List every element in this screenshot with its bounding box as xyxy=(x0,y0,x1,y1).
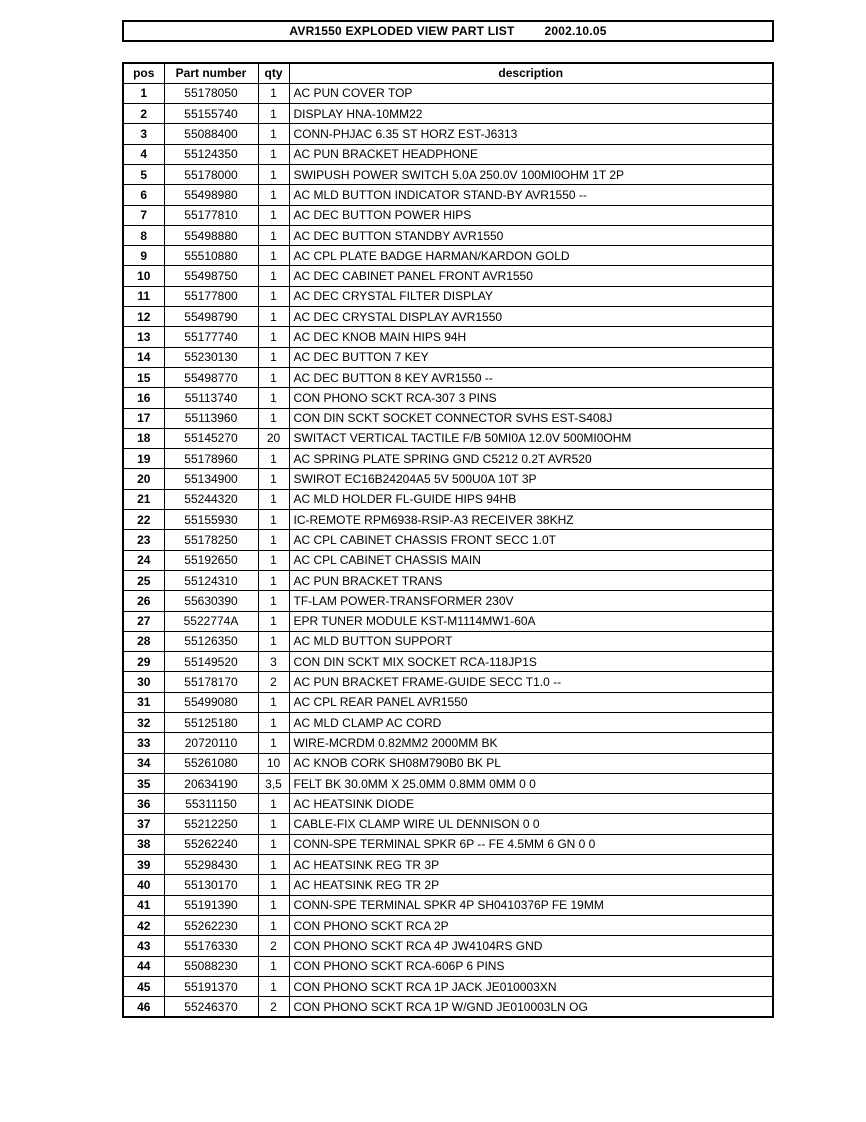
table-row xyxy=(123,834,773,854)
cell-qty: 20 xyxy=(258,428,289,448)
cell-description: SWIROT EC16B24204A5 5V 500U0A 10T 3P xyxy=(289,469,773,489)
cell-qty: 1 xyxy=(258,205,289,225)
cell-qty: 1 xyxy=(258,144,289,164)
table-row xyxy=(123,753,773,773)
table-row xyxy=(123,855,773,875)
cell-part-number: 55630390 xyxy=(164,591,258,611)
cell-description: CON PHONO SCKT RCA 1P JACK JE010003XN xyxy=(289,976,773,996)
cell-pos: 42 xyxy=(123,915,164,935)
cell-description: AC DEC KNOB MAIN HIPS 94H xyxy=(289,327,773,347)
table-row xyxy=(123,672,773,692)
cell-part-number: 55124350 xyxy=(164,144,258,164)
cell-qty: 1 xyxy=(258,225,289,245)
table-row xyxy=(123,347,773,367)
cell-part-number: 55088230 xyxy=(164,956,258,976)
cell-description: CON PHONO SCKT RCA 1P W/GND JE010003LN OG xyxy=(289,997,773,1017)
cell-description: AC MLD BUTTON INDICATOR STAND-BY AVR1550 -- xyxy=(289,185,773,205)
cell-part-number: 55178960 xyxy=(164,449,258,469)
cell-description: EPR TUNER MODULE KST-M1114MW1-60A xyxy=(289,611,773,631)
cell-part-number: 55212250 xyxy=(164,814,258,834)
cell-part-number: 55134900 xyxy=(164,469,258,489)
table-row xyxy=(123,611,773,631)
cell-pos: 12 xyxy=(123,307,164,327)
cell-pos: 6 xyxy=(123,185,164,205)
cell-pos: 3 xyxy=(123,124,164,144)
cell-description: DISPLAY HNA-10MM22 xyxy=(289,104,773,124)
cell-part-number: 55510880 xyxy=(164,246,258,266)
cell-description: AC DEC CABINET PANEL FRONT AVR1550 xyxy=(289,266,773,286)
cell-part-number: 55177810 xyxy=(164,205,258,225)
cell-description: AC DEC BUTTON POWER HIPS xyxy=(289,205,773,225)
cell-qty: 1 xyxy=(258,530,289,550)
cell-part-number: 55125180 xyxy=(164,713,258,733)
cell-qty: 1 xyxy=(258,591,289,611)
cell-part-number: 55244320 xyxy=(164,489,258,509)
cell-part-number: 55155740 xyxy=(164,104,258,124)
cell-description: FELT BK 30.0MM X 25.0MM 0.8MM 0MM 0 0 xyxy=(289,773,773,793)
cell-pos: 2 xyxy=(123,104,164,124)
table-row xyxy=(123,652,773,672)
cell-part-number: 55178250 xyxy=(164,530,258,550)
cell-qty: 2 xyxy=(258,936,289,956)
cell-qty: 1 xyxy=(258,489,289,509)
table-row xyxy=(123,550,773,570)
cell-description: CON PHONO SCKT RCA-307 3 PINS xyxy=(289,388,773,408)
cell-part-number: 55178050 xyxy=(164,83,258,103)
cell-description: AC DEC CRYSTAL DISPLAY AVR1550 xyxy=(289,307,773,327)
cell-part-number: 55192650 xyxy=(164,550,258,570)
cell-description: AC PUN COVER TOP xyxy=(289,83,773,103)
table-row xyxy=(123,713,773,733)
cell-qty: 1 xyxy=(258,266,289,286)
cell-pos: 11 xyxy=(123,286,164,306)
cell-qty: 1 xyxy=(258,347,289,367)
table-row xyxy=(123,83,773,103)
cell-description: AC DEC BUTTON 8 KEY AVR1550 -- xyxy=(289,367,773,387)
cell-part-number: 55262230 xyxy=(164,915,258,935)
title-bar xyxy=(122,20,774,42)
cell-part-number: 55113740 xyxy=(164,388,258,408)
cell-part-number: 55178170 xyxy=(164,672,258,692)
cell-description: AC MLD HOLDER FL-GUIDE HIPS 94HB xyxy=(289,489,773,509)
cell-description: AC PUN BRACKET HEADPHONE xyxy=(289,144,773,164)
cell-pos: 45 xyxy=(123,976,164,996)
cell-pos: 27 xyxy=(123,611,164,631)
cell-pos: 20 xyxy=(123,469,164,489)
cell-pos: 29 xyxy=(123,652,164,672)
header-row xyxy=(123,63,773,83)
cell-description: AC CPL CABINET CHASSIS FRONT SECC 1.0T xyxy=(289,530,773,550)
cell-qty: 1 xyxy=(258,692,289,712)
cell-pos: 46 xyxy=(123,997,164,1017)
cell-qty: 1 xyxy=(258,408,289,428)
cell-part-number: 55498750 xyxy=(164,266,258,286)
cell-part-number: 55230130 xyxy=(164,347,258,367)
table-row xyxy=(123,997,773,1017)
cell-part-number: 55311150 xyxy=(164,794,258,814)
cell-qty: 1 xyxy=(258,307,289,327)
cell-part-number: 55088400 xyxy=(164,124,258,144)
table-row xyxy=(123,915,773,935)
table-row xyxy=(123,794,773,814)
cell-part-number: 5522774A xyxy=(164,611,258,631)
cell-description: AC CPL PLATE BADGE HARMAN/KARDON GOLD xyxy=(289,246,773,266)
cell-pos: 4 xyxy=(123,144,164,164)
table-row xyxy=(123,469,773,489)
cell-pos: 34 xyxy=(123,753,164,773)
cell-pos: 21 xyxy=(123,489,164,509)
cell-pos: 1 xyxy=(123,83,164,103)
cell-part-number: 55145270 xyxy=(164,428,258,448)
cell-description: SWITACT VERTICAL TACTILE F/B 50MI0A 12.0V 500MI0OHM xyxy=(289,428,773,448)
cell-pos: 17 xyxy=(123,408,164,428)
cell-pos: 39 xyxy=(123,855,164,875)
cell-qty: 1 xyxy=(258,83,289,103)
cell-pos: 41 xyxy=(123,895,164,915)
cell-pos: 40 xyxy=(123,875,164,895)
cell-pos: 33 xyxy=(123,733,164,753)
cell-description: AC HEATSINK REG TR 2P xyxy=(289,875,773,895)
table-row xyxy=(123,956,773,976)
table-row xyxy=(123,124,773,144)
cell-part-number: 55498770 xyxy=(164,367,258,387)
cell-qty: 10 xyxy=(258,753,289,773)
cell-pos: 14 xyxy=(123,347,164,367)
cell-part-number: 55498790 xyxy=(164,307,258,327)
cell-qty: 1 xyxy=(258,246,289,266)
cell-description: AC KNOB CORK SH08M790B0 BK PL xyxy=(289,753,773,773)
cell-pos: 37 xyxy=(123,814,164,834)
cell-pos: 26 xyxy=(123,591,164,611)
cell-pos: 35 xyxy=(123,773,164,793)
table-row xyxy=(123,388,773,408)
cell-description: CONN-SPE TERMINAL SPKR 4P SH0410376P FE 19MM xyxy=(289,895,773,915)
cell-description: WIRE-MCRDM 0.82MM2 2000MM BK xyxy=(289,733,773,753)
cell-description: CONN-PHJAC 6.35 ST HORZ EST-J6313 xyxy=(289,124,773,144)
table-row xyxy=(123,286,773,306)
table-row xyxy=(123,307,773,327)
cell-description: AC CPL CABINET CHASSIS MAIN xyxy=(289,550,773,570)
cell-description: TF-LAM POWER-TRANSFORMER 230V xyxy=(289,591,773,611)
table-row xyxy=(123,327,773,347)
cell-pos: 44 xyxy=(123,956,164,976)
cell-part-number: 55176330 xyxy=(164,936,258,956)
cell-description: CONN-SPE TERMINAL SPKR 6P -- FE 4.5MM 6 GN 0 0 xyxy=(289,834,773,854)
table-row xyxy=(123,733,773,753)
cell-part-number: 55191370 xyxy=(164,976,258,996)
cell-qty: 2 xyxy=(258,672,289,692)
table-row xyxy=(123,936,773,956)
cell-qty: 1 xyxy=(258,814,289,834)
cell-part-number: 55499080 xyxy=(164,692,258,712)
table-row xyxy=(123,246,773,266)
document-date: 2002.10.05 xyxy=(544,24,607,38)
cell-description: AC PUN BRACKET TRANS xyxy=(289,570,773,590)
cell-description: IC-REMOTE RPM6938-RSIP-A3 RECEIVER 38KHZ xyxy=(289,510,773,530)
cell-description: AC DEC BUTTON STANDBY AVR1550 xyxy=(289,225,773,245)
cell-part-number: 55261080 xyxy=(164,753,258,773)
cell-qty: 1 xyxy=(258,956,289,976)
cell-pos: 31 xyxy=(123,692,164,712)
cell-qty: 1 xyxy=(258,713,289,733)
cell-description: CON DIN SCKT MIX SOCKET RCA-118JP1S xyxy=(289,652,773,672)
cell-qty: 1 xyxy=(258,286,289,306)
cell-qty: 1 xyxy=(258,733,289,753)
cell-part-number: 55246370 xyxy=(164,997,258,1017)
cell-qty: 1 xyxy=(258,164,289,184)
table-row xyxy=(123,144,773,164)
cell-description: AC PUN BRACKET FRAME-GUIDE SECC T1.0 -- xyxy=(289,672,773,692)
cell-description: AC HEATSINK REG TR 3P xyxy=(289,855,773,875)
cell-qty: 1 xyxy=(258,449,289,469)
cell-qty: 3,5 xyxy=(258,773,289,793)
header-pos: pos xyxy=(123,63,164,83)
cell-description: CON PHONO SCKT RCA 2P xyxy=(289,915,773,935)
table-row xyxy=(123,895,773,915)
cell-part-number: 55113960 xyxy=(164,408,258,428)
cell-description: AC HEATSINK DIODE xyxy=(289,794,773,814)
cell-part-number: 55298430 xyxy=(164,855,258,875)
cell-pos: 22 xyxy=(123,510,164,530)
table-row xyxy=(123,976,773,996)
table-row xyxy=(123,205,773,225)
cell-qty: 1 xyxy=(258,834,289,854)
cell-part-number: 55191390 xyxy=(164,895,258,915)
cell-description: AC MLD BUTTON SUPPORT xyxy=(289,631,773,651)
cell-description: CON DIN SCKT SOCKET CONNECTOR SVHS EST-S408J xyxy=(289,408,773,428)
table-row xyxy=(123,570,773,590)
cell-part-number: 55126350 xyxy=(164,631,258,651)
cell-pos: 43 xyxy=(123,936,164,956)
cell-description: AC MLD CLAMP AC CORD xyxy=(289,713,773,733)
cell-part-number: 55178000 xyxy=(164,164,258,184)
cell-qty: 1 xyxy=(258,469,289,489)
cell-pos: 24 xyxy=(123,550,164,570)
cell-pos: 8 xyxy=(123,225,164,245)
table-row xyxy=(123,104,773,124)
cell-pos: 30 xyxy=(123,672,164,692)
table-row xyxy=(123,367,773,387)
cell-qty: 1 xyxy=(258,327,289,347)
cell-qty: 1 xyxy=(258,367,289,387)
cell-qty: 1 xyxy=(258,185,289,205)
cell-pos: 18 xyxy=(123,428,164,448)
header-qty: qty xyxy=(258,63,289,83)
table-row xyxy=(123,692,773,712)
cell-qty: 1 xyxy=(258,550,289,570)
cell-part-number: 55177800 xyxy=(164,286,258,306)
cell-qty: 1 xyxy=(258,104,289,124)
table-row xyxy=(123,408,773,428)
cell-part-number: 55130170 xyxy=(164,875,258,895)
cell-qty: 1 xyxy=(258,124,289,144)
cell-qty: 1 xyxy=(258,895,289,915)
table-row xyxy=(123,510,773,530)
cell-qty: 1 xyxy=(258,570,289,590)
cell-description: AC SPRING PLATE SPRING GND C5212 0.2T AVR520 xyxy=(289,449,773,469)
table-row xyxy=(123,164,773,184)
cell-qty: 1 xyxy=(258,631,289,651)
cell-description: AC DEC BUTTON 7 KEY xyxy=(289,347,773,367)
table-row xyxy=(123,185,773,205)
cell-pos: 38 xyxy=(123,834,164,854)
table-row xyxy=(123,489,773,509)
table-row xyxy=(123,631,773,651)
cell-part-number: 55124310 xyxy=(164,570,258,590)
cell-pos: 10 xyxy=(123,266,164,286)
cell-part-number: 55155930 xyxy=(164,510,258,530)
table-row xyxy=(123,449,773,469)
parts-table xyxy=(122,62,774,1018)
cell-description: CON PHONO SCKT RCA 4P JW4104RS GND xyxy=(289,936,773,956)
table-row xyxy=(123,530,773,550)
table-row xyxy=(123,875,773,895)
cell-part-number: 55498980 xyxy=(164,185,258,205)
cell-qty: 1 xyxy=(258,976,289,996)
table-row xyxy=(123,591,773,611)
cell-qty: 3 xyxy=(258,652,289,672)
cell-pos: 19 xyxy=(123,449,164,469)
table-row xyxy=(123,814,773,834)
table-row xyxy=(123,773,773,793)
cell-pos: 15 xyxy=(123,367,164,387)
cell-qty: 1 xyxy=(258,388,289,408)
cell-part-number: 20634190 xyxy=(164,773,258,793)
cell-qty: 1 xyxy=(258,794,289,814)
cell-qty: 1 xyxy=(258,611,289,631)
cell-pos: 23 xyxy=(123,530,164,550)
cell-qty: 1 xyxy=(258,875,289,895)
cell-qty: 1 xyxy=(258,855,289,875)
cell-description: CON PHONO SCKT RCA-606P 6 PINS xyxy=(289,956,773,976)
cell-qty: 2 xyxy=(258,997,289,1017)
cell-part-number: 55498880 xyxy=(164,225,258,245)
table-row xyxy=(123,266,773,286)
cell-pos: 9 xyxy=(123,246,164,266)
table-row xyxy=(123,428,773,448)
cell-qty: 1 xyxy=(258,915,289,935)
cell-part-number: 55149520 xyxy=(164,652,258,672)
cell-pos: 28 xyxy=(123,631,164,651)
cell-pos: 32 xyxy=(123,713,164,733)
cell-pos: 13 xyxy=(123,327,164,347)
cell-description: AC DEC CRYSTAL FILTER DISPLAY xyxy=(289,286,773,306)
cell-part-number: 55177740 xyxy=(164,327,258,347)
cell-pos: 25 xyxy=(123,570,164,590)
cell-description: SWIPUSH POWER SWITCH 5.0A 250.0V 100MI0OHM 1T 2P xyxy=(289,164,773,184)
cell-part-number: 55262240 xyxy=(164,834,258,854)
cell-pos: 36 xyxy=(123,794,164,814)
cell-pos: 7 xyxy=(123,205,164,225)
cell-part-number: 20720110 xyxy=(164,733,258,753)
cell-pos: 5 xyxy=(123,164,164,184)
table-row xyxy=(123,225,773,245)
header-description: description xyxy=(289,63,773,83)
cell-pos: 16 xyxy=(123,388,164,408)
cell-description: AC CPL REAR PANEL AVR1550 xyxy=(289,692,773,712)
cell-qty: 1 xyxy=(258,510,289,530)
document-title: AVR1550 EXPLODED VIEW PART LIST xyxy=(289,24,515,38)
cell-description: CABLE-FIX CLAMP WIRE UL DENNISON 0 0 xyxy=(289,814,773,834)
header-part-number: Part number xyxy=(164,63,258,83)
